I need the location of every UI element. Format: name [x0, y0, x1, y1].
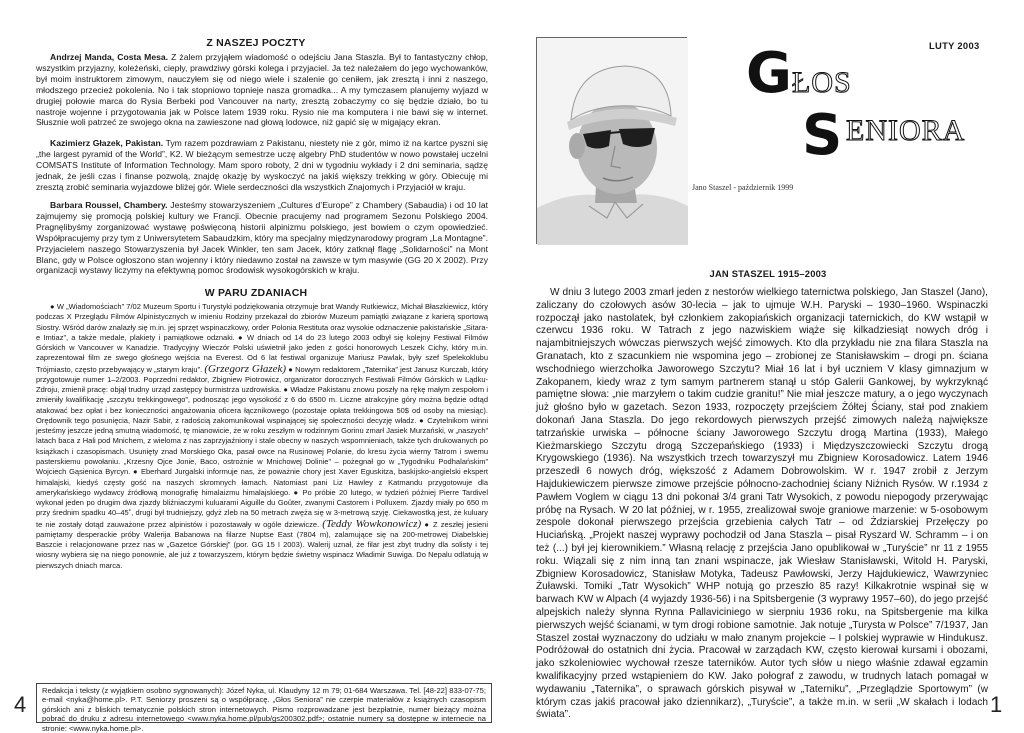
- portrait-photo: [536, 37, 687, 244]
- letter-roussel: [36, 200, 488, 276]
- masthead-initial-g: G: [746, 41, 792, 106]
- issue-date: LUTY 2003: [929, 40, 980, 51]
- masthead-word-2: ENIORA: [846, 114, 966, 147]
- news-text: ● W „Wiadomościach” 7/02 Muzeum Sportu i Turystyki podziękowania otrzymuje brat Wandy Rutkiewicz, Michał Błaszkiewicz, który podczas X Przeglądu Filmów Alpinistycznych w imieniu Rodziny przekazał do zbiorów Muzeum pamiątki związane z karierą sportową Siostry. Wśród darów znalazły się m.in. jej sprzęt wspinaczkowy, order Polonia Restituta oraz wysokie odznaczenie pakistańskie „Sitara-e Imtiaz”, a także medale, plakiety i pamiątkowe odznaki. ● W dniach od 14 do 23 lutego 2003 odbył się kolejny Festiwal Filmów Górskich w Vancouver w Kanadzie. Tradycyjny Wieczór Polski uświetnił jako jeden z gości honorowych Leszek Cichy, który m.in. zaprezentował film ze swego głośnego wejścia na Everest. Od 6 lat festiwal organizuje Mariusz Pawlak, były szef Spelekoklubu Trójmiasto, często przebywający w „starym kraju”.: [36, 302, 488, 374]
- photo-caption: Jano Staszel - październik 1999: [692, 183, 794, 192]
- letter-text: Tym razem pozdrawiam z Pakistanu, niestety nie z gór, mimo iż na kartce pyszni się „the largest pyramid of the World”, K2. W bieżącym semestrze uczę algebry PhD studentów w nowo powstałej uczelni COMSATS Institute of Information Technology. Mam sporo roboty, 2 dni w tygodniu wykłady i 2 dni seminaria, sądzę jednak, że jeśli czas i finanse pozwolą, znajdę okazję by wyskoczyć na jakiś większy trekking w góry. Obiecuję mi zresztą zrobić seminaria wyjazdowe bliżej gór. Wiele serdeczności dla wszystkich Znajomych i Przyjaciół w kraju.: [36, 138, 488, 192]
- page-number: 1: [990, 692, 1003, 717]
- news-text: ● Z zeszłej jesieni pamiętamy desperackie próby Walerija Babanowa na filarze Nuptse East (7804 m), zalamujące się na 200-metrowej Diabelskiej Baszcie i relacjonowane przez nas w „Gazetce Górskiej” (por. GG 15 I 2003). Walerij uznał, że filar jest zbyt trudny dla solisty i tej wiosny wybiera się na niego ponownie, ale już z towarzyszem, którym będzie świetny wspinacz Władimir Suwiga. Do Nepalu odlatują w pierwszych dniach marca.: [36, 519, 488, 570]
- letter-manda: [36, 52, 488, 128]
- letter-author: Barbara Roussel, Chambery.: [50, 200, 168, 210]
- section-heading-mail: Z NASZEJ POCZTY: [206, 37, 306, 49]
- page-number: 4: [14, 692, 27, 717]
- masthead-word-1: ŁOS: [792, 66, 852, 99]
- masthead-logo: [746, 41, 998, 168]
- masthead-initial-s: S: [802, 103, 843, 168]
- portrait-illustration: [537, 38, 688, 245]
- letter-glazek: [36, 138, 488, 193]
- signature: (Grzegorz Głazek): [204, 362, 287, 375]
- section-heading-briefs: W PARU ZDANIACH: [204, 287, 308, 299]
- letter-author: Kazimierz Głazek, Pakistan.: [50, 138, 164, 148]
- news-text: ● Nowym redaktorem „Taternika” jest Janusz Kurczab, który przygotowuje numer 1–2/2003. Poprzedni redaktor, Zbigniew Piotrowicz, organizator dorocznych Festiwali Filmów Górskich w Lądku-Zdroju, zmienił pracę: objął trudny urząd zastępcy burmistrza uzdrowiska. ● Władze Pakistanu znowu poszły na rękę małym zespołom i zmieniły kwalifikację „szczytu trekkingowego”, podnosząc jego wysokość z 6 do 6500 m. Liczne atrakcyjne góry można będzie odtąd atakować bez opłat i bez konieczności angażowania oficera łącznikowego (pozostaje opłata trekkingowa 50$ od osoby na miesiąc). Orędownik tego posunięcia, Nazir Sabir, z radością zakomunikował wspinającej się społeczności decyzję władz. ● Czytelnikom winni jesteśmy jeszcze jedną smutną wiadomość, tę mianowicie, że w roku zeszłym w rodzinnym Gorinu zmarł Jasiek Murzański, w „naszych” latach baca z Hali pod Mnichem, z wieloma z nas zaprzyjaźniony i stale obecny w naszych wspomnieniach, także tych drukowanych po książkach i czasopismach. Usunięty znad Morskiego Oka, pasał owce na Rusinowej Polanie, do kresu życia wierny Tatrom i swemu pasterskiemu powołaniu. „Krzesny Ojce Jonie, Baco, ostrożnie w Mnichowej Dolinie” – pożegnał go w „Tygodniku Podhalańskim” Wojciech Gąsienica Byrcyn. ● Eberhard Jurgalski informuje nas, że poważnie chory jest Xaver Eguskitza, baskijsko-angielski ekspert himalajski, kiedyś częsty gość na naszych skromnych łamach. Natomiast pani Liz Hawley z Katmandu przygotowuje dla amerykańskiego wydawcy źródłową monografię himalaizmu himalajskiego. ● Po próbie 20 lutego, w tydzień później Pierre Tardivel wykonał jeden po drugim dwa zjazdy bliźniaczymi kuluarami Aiguille du Goûter, zwanymi Castorem i Polluxem. Zjazdy miały po 650 m przy średnim spadku 40–45˚, drugi był trudniejszy, gdyż zleb na 50 metrach zwęża się w 3-metrową szyję. Ciekawostką jest, że kuluary te nie zostały dotąd zauważone przez alpinistów i pozostawały w ogóle dziewicze.: [36, 364, 488, 529]
- editorial-info-box: Redakcja i teksty (z wyjątkiem osobno sygnowanych): Józef Nyka, ul. Klaudyny 12 m 79; 01-684 Warszawa. Tel. [48-22] 833-07-75; e-mail <nyka@home.pl>. P.T. Seniorzy proszeni są o współpracę. „Głos Seniora” nie czerpie materiałów z książnych czasopism górskich ani z bliskich tematycznie polskich stron internetowych. Pismo rozprowadzane jest bezpłatnie, numer bieżący można pobrać do druku z adresu internetowego <www.nyka.home.pl/pub/gs200302.pdf>; ostatnie numery są dostępne w internecie na stronie: <www.nyka.home.pl>.: [36, 683, 492, 723]
- letter-author: Andrzej Manda, Costa Mesa.: [50, 52, 169, 62]
- letter-text: Jesteśmy stowarzyszeniem „Cultures d’Europe” z Chambery (Sabaudia) i od 10 lat zajmujemy się promocją polskiej kultury we Francji. Obecnie pracujemy nad programem Sezonu Polskiego 2004. Pragnęlibyśmy zorganizować wystawę poświęconą historii alpinizmu polskiego, jest bowiem o czym opowiedzieć. Współpracujemy przy tym z Uniwersytetem Sabaudzkim, który ma specjalny międzynarodowy program „La Montagne”. Przyjacielem naszego Stowarzyszenia był Jacek Winkler, ten sam Jacek, który zatknął flagę „Solidarności” na Mont Blanc, gdy w Polsce ogłoszono stan wojenny i który niedawno został na zawsze w tym masywie (GG 20 X 2002). Przy organizacji wystawy liczymy na efektywną pomoc środowisk wysokogórskich w kraju.: [36, 200, 488, 276]
- news-briefs: [36, 302, 488, 571]
- article-title: JAN STASZEL 1915–2003: [709, 268, 827, 279]
- letter-text: Z żalem przyjąłem wiadomość o odejściu Jana Staszla. Był to fantastyczny chłop, wszystkim przyjazny, koleżeński, ciepły, prawdziwy górski kolega i przyjaciel. Ja też należałem do jego wychowanków, był moim instruktorem zimowym, nauczyłem się od niego wiele i szalenie go ceniłem, jak zresztą i inni z naszego, młodszego przecież pokolenia. No i tak stopniowo topnieje nasza gromadka... A my tymczasem planujemy wyjazd w drugiej połowie marca do Rysia Berbeki pod Vancouver na narty, zresztą zobaczymy co się będzie działo, bo tu nastroje wojenne i przygotowania jak w Polsce latem 1939 roku. Rysio nie ma komputera i nie bawi się w internet. Słusznie woli patrzeć ze swojego okna na zawieszone nad głową lodowce, niż gapić się w migający ekran.: [36, 52, 488, 128]
- signature: (Teddy Wowkonowicz): [322, 517, 422, 530]
- masthead-wordmark: [746, 41, 998, 168]
- article-body: W dniu 3 lutego 2003 zmarł jeden z nestorów wielkiego taternictwa polskiego, Jan Staszel (Jano), zaliczany do czołowych asów 30-lecia – jak to ujmuje W.H. Paryski – 1930–1960. Wspinaczki rozpoczął jako nastolatek, był członkiem zakopiańskich organizacji taternickich, do KW wstąpił w czerwcu 1936 roku. W Tatrach z jego nazwiskiem wiąże się kilkadziesiąt nowych dróg i najambitniejszych wówczas pierwszych wejść zimowych. Kto dla przykładu nie zna filara Staszla na Granatach, kto z szacunkiem nie wspomina jego – zrobionej ze Stanisławskim – drogi pn. ściana wschodniego wierzchołka Jaworowego Szczytu? Miał 16 lat i był uczniem V klasy gimnazjum w Zakopanem, kiedy wraz z tym samym partnerem stanął u stóp Galerii Gankowej, by wykrzyknąć pamiętne słowa: „nie marzyłem o takim cudzie granitu!” Nie miał jeszcze matury, a o jego wyczynach już głośno było w gazetach. Sezon 1933, rozpoczęty przejściem Żółtej Ściany, stał pod znakiem dokonań Jana Staszla. Do jego rekordowych pierwszych przejść zimowych należą największe tatrzańskie urwiska – północne ściany Jaworowego Szczytu drogą Martina (1933), Małego Kieżmarskiego Szczytu drogą Szczepańskiego (1933) i Międzyszczowiecki Szczytu drogą Krygowskiego (1936). Na wszystkich trzech towarzyszył mu Zbigniew Korosadowicz. Latem 1946 przeszedł 6 nowych dróg, większość z Adamem Dobrowolskim. W r. 1947 zrobił z Jerzym Hajdukiewiczem pierwsze zimowe przejście północno-zachodniej ściany Niżnich Rysów. W r.1934 z Pawłem Voglem w ciągu 13 dni pokonał 3/4 grani Tatr Wysokich, z powodu niepogody przerywając próbę na Rysach. W 20 lat później, w r. 1955, zrealizował swoje graniowe marzenie: w 5-osobowym zespole dokonał pierwszego przejścia grzebienia całych Tatr – od Żdziarskiej Przełęczy po Huciańską. „Projekt naszej wyprawy pochodził od Jana Staszla – pisał Ryszard W. Schramm – i on też (...) był jej kierownikiem.” Własną relację z przejścia Jano opublikował w „Turyście” nr 11 z 1955 roku. Wiązali się z nim inną tan znani wspinacze, jak Wiesław Stanisławski, Witold H. Paryski, Zbigniew Korosadowicz, Stanisław Motyka, Tadeusz Pawłowski, Jerzy Hajdukiewicz, Wawrzyniec Żuławski. Tomiki „Tatr Wysokich” WHP notują go przeszło 85 razy! Kilkakrotnie wspinał się w barwach KW w Alpach (4 wyjazdy 1936-56) i na Spitsbergenie (3 wyprawy 1957–60), do jego przejść alpejskich należy słynna Rynna Pallaviciniego w sierpniu 1936 roku, na Spitsbergenie ma kilka pierwszych wejść ścianami, w tym drogi robione samotnie. Jak notuje „Turysta w Polsce” 7/1937, Jan Staszel został wyznaczony do udziału w mało znanym projekcie – I polskiej wyprawie w Hindukusz. Podróżował do ostatnich dni życia. Pracował w zarządach KW, często kierował kursami i obozami, jako szkoleniowiec wychował rzesze taterników. Autor tych słów u niego właśnie zdawał egzamin kwalifikacyjny przed wstąpieniem do KW. Jako połograf z zawodu, w trudnych latach pomagał w wydawaniu „Taternika”, o sprawach górskich pisywał w „Taterniku”, „Przeglądzie Sportowym” (w którym czas jakiś pracował jako dziennikarz), „Turyście”, a także m.in. w serii „W skałach i lodach świata”.: [536, 287, 988, 721]
